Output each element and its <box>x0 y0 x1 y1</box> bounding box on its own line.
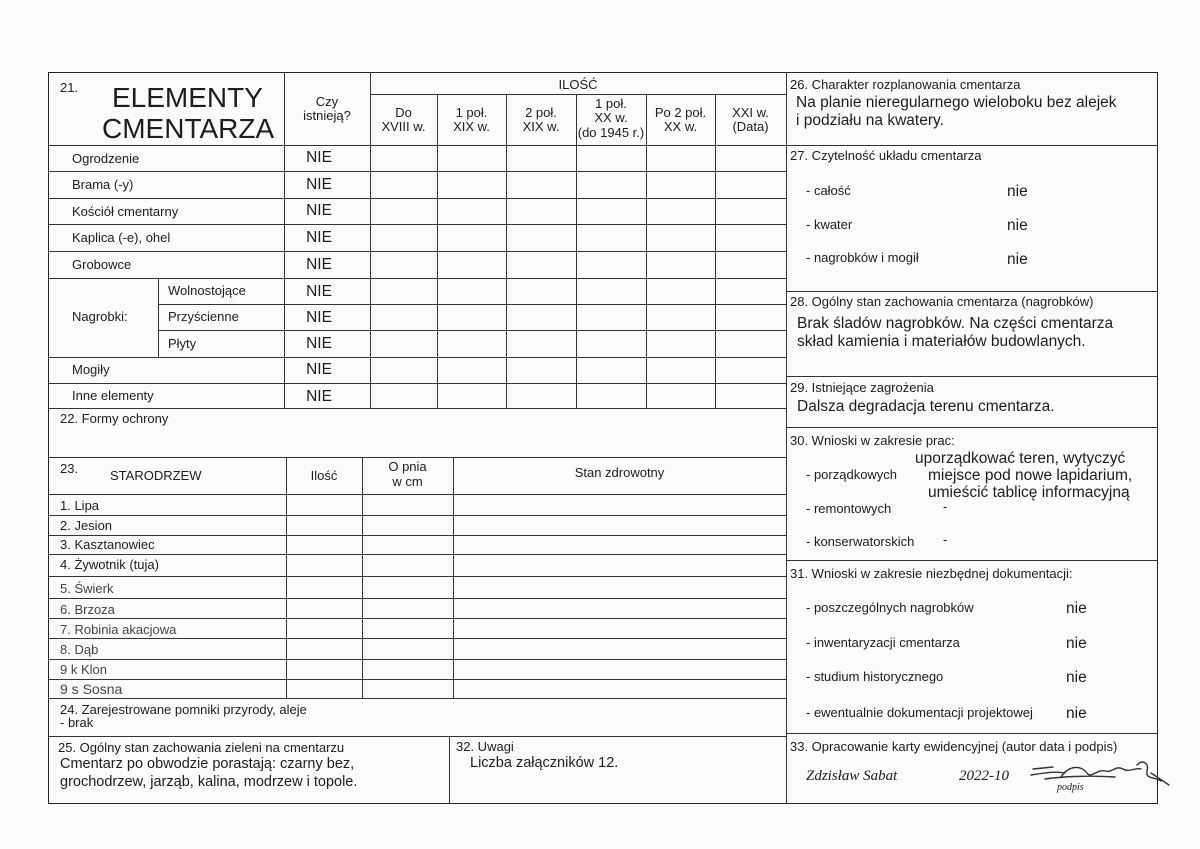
section-label: 25. Ogólny stan zachowania zieleni na cmentarzu <box>58 740 345 755</box>
section-value: i podziału na kwatery. <box>796 112 944 129</box>
row-value: NIE <box>306 335 332 352</box>
period-header: 2 poł. <box>525 105 557 120</box>
item-value: nie <box>1066 669 1087 686</box>
tree-item: 9 s Sosna <box>60 681 123 697</box>
line <box>449 736 450 804</box>
tree-item: 6. Brzoza <box>60 602 115 617</box>
signature-icon <box>1025 755 1175 795</box>
row-label: Grobowce <box>72 257 132 272</box>
line <box>48 736 786 737</box>
section-label: 31. Wnioski w zakresie niezbędnej dokumentacji: <box>790 566 1073 581</box>
row-value: NIE <box>306 283 332 300</box>
line <box>786 733 1158 734</box>
item-value: miejsce pod nowe lapidarium, <box>928 467 1133 484</box>
item-label: - inwentaryzacji cmentarza <box>806 635 960 650</box>
item-value: nie <box>1066 600 1087 617</box>
period-header: XX w. <box>663 119 698 134</box>
row-value: NIE <box>306 149 332 166</box>
line <box>48 171 786 172</box>
line <box>48 198 786 199</box>
section-value: Brak śladów nagrobków. Na części cmentarza <box>797 315 1114 332</box>
period-header: Po 2 poł. <box>654 105 707 120</box>
period-header: (Data) <box>732 119 769 134</box>
line <box>48 659 786 660</box>
line <box>158 278 159 357</box>
period-header: (do 1945 r.) <box>577 125 645 140</box>
line <box>158 304 786 305</box>
section-value: skład kamienia i materiałów budowlanych. <box>797 333 1086 350</box>
line <box>715 94 716 408</box>
item-value: nie <box>1066 635 1087 652</box>
column-header: Ilość <box>310 468 338 483</box>
row-label: Płyty <box>168 336 197 351</box>
section-number: 21. <box>60 80 79 95</box>
period-header: 1 poł. <box>595 96 627 111</box>
tree-item: 3. Kasztanowiec <box>60 537 155 552</box>
item-value: uporządkować teren, wytyczyć <box>915 450 1126 467</box>
item-value: nie <box>1007 183 1028 200</box>
line <box>48 494 786 495</box>
row-value: NIE <box>306 361 332 378</box>
line <box>437 94 438 408</box>
item-label: - konserwatorskich <box>806 534 915 549</box>
section-value: - brak <box>60 715 94 730</box>
line <box>48 145 786 146</box>
period-header: Do <box>395 105 412 120</box>
line <box>48 408 786 409</box>
section-label: 27. Czytelność układu cmentarza <box>790 148 982 163</box>
tree-item: 2. Jesion <box>60 518 113 533</box>
section-value: Dalsza degradacja terenu cmentarza. <box>797 398 1055 415</box>
row-label: Kościół cmentarny <box>72 204 179 219</box>
item-value: nie <box>1007 251 1028 268</box>
line <box>48 638 786 639</box>
column-header: w cm <box>392 474 423 489</box>
section-label: 33. Opracowanie karty ewidencyjnej (autor data i podpis) <box>790 739 1118 754</box>
line <box>506 94 507 408</box>
section-label: 28. Ogólny stan zachowania cmentarza (nagrobków) <box>790 294 1094 309</box>
section-title: STARODRZEW <box>110 468 202 483</box>
section-label: 22. Formy ochrony <box>60 411 169 426</box>
line <box>48 679 786 680</box>
item-label: - kwater <box>806 217 853 232</box>
line <box>48 576 786 577</box>
line <box>48 515 786 516</box>
form-frame <box>48 72 1158 804</box>
column-header: istnieją? <box>303 108 351 123</box>
line <box>48 251 786 252</box>
item-label: - poszczególnych nagrobków <box>806 600 974 615</box>
row-label: Mogiły <box>72 362 110 377</box>
line <box>48 598 786 599</box>
period-header: XXI w. <box>732 105 769 120</box>
section-label: 26. Charakter rozplanowania cmentarza <box>790 77 1021 92</box>
row-label: Brama (-y) <box>72 177 134 192</box>
section-label: 30. Wnioski w zakresie prac: <box>790 433 955 448</box>
item-label: - ewentualnie dokumentacji projektowej <box>806 705 1033 720</box>
line <box>48 383 786 384</box>
column-header: ILOŚĆ <box>558 77 598 92</box>
row-value: NIE <box>306 176 332 193</box>
nagrobki-label: Nagrobki: <box>72 309 128 324</box>
section-title: CMENTARZA <box>102 113 275 144</box>
row-value: NIE <box>306 309 332 326</box>
section-value: Cmentarz po obwodzie porastają: czarny bez, <box>60 756 355 772</box>
item-label: - studium historycznego <box>806 669 944 684</box>
item-value: umieścić tablicę informacyjną <box>928 484 1130 501</box>
period-header: XVIII w. <box>381 119 426 134</box>
line <box>786 291 1158 292</box>
line <box>786 427 1158 428</box>
section-value: grochodrzew, jarząb, kalina, modrzew i topole. <box>60 774 358 790</box>
row-label: Wolnostojące <box>168 283 246 298</box>
line <box>786 145 1158 146</box>
section-value: Liczba załączników 12. <box>470 755 619 771</box>
row-label: Przyścienne <box>168 309 239 324</box>
line <box>48 457 786 458</box>
item-value: - <box>943 499 948 514</box>
column-header: Czy <box>315 94 339 109</box>
line <box>158 330 786 331</box>
row-value: NIE <box>306 229 332 246</box>
tree-item: 4. Żywotnik (tuja) <box>60 557 159 572</box>
line <box>786 560 1158 561</box>
podpis-label: podpis <box>1057 782 1084 793</box>
row-label: Inne elementy <box>72 388 154 403</box>
tree-item: 5. Świerk <box>60 581 114 596</box>
row-label: Kaplica (-e), ohel <box>72 230 171 245</box>
period-header: XIX w. <box>453 119 490 134</box>
section-label: 32. Uwagi <box>456 739 514 754</box>
line <box>48 357 786 358</box>
line <box>48 618 786 619</box>
item-value: nie <box>1007 217 1028 234</box>
section-label: 29. Istniejące zagrożenia <box>790 380 934 395</box>
item-label: - całość <box>806 183 851 198</box>
period-header: 1 poł. <box>455 105 488 120</box>
section-label: 24. Zarejestrowane pomniki przyrody, aleje <box>60 702 307 717</box>
tree-item: 9 k Klon <box>60 662 107 677</box>
line <box>286 457 287 698</box>
main-divider <box>786 72 787 804</box>
line <box>576 94 577 408</box>
tree-item: 8. Dąb <box>60 642 99 657</box>
row-label: Ogrodzenie <box>72 151 140 166</box>
author-name: Zdzisław Sabat <box>806 768 898 784</box>
section-title: ELEMENTY <box>112 82 263 113</box>
line <box>48 535 786 536</box>
column-header: Stan zdrowotny <box>574 465 665 480</box>
line <box>370 94 786 95</box>
line <box>646 94 647 408</box>
row-value: NIE <box>306 256 332 273</box>
line <box>48 698 786 699</box>
line <box>786 376 1158 377</box>
line <box>48 554 786 555</box>
period-header: XX w. <box>594 110 628 125</box>
item-value: nie <box>1066 705 1087 722</box>
row-value: NIE <box>306 388 332 405</box>
column-header: O pnia <box>388 459 427 474</box>
section-number: 23. <box>60 461 79 476</box>
item-label: - porządkowych <box>806 467 898 482</box>
tree-item: 1. Lipa <box>60 498 100 513</box>
line <box>362 457 363 698</box>
line <box>453 457 454 698</box>
row-value: NIE <box>306 202 332 219</box>
tree-item: 7. Robinia akacjowa <box>60 622 177 637</box>
item-label: - remontowych <box>806 501 892 516</box>
item-value: - <box>943 532 948 547</box>
item-label: - nagrobków i mogił <box>806 250 919 265</box>
line <box>48 224 786 225</box>
period-header: XIX w. <box>522 119 560 134</box>
author-date: 2022-10 <box>959 768 1009 784</box>
section-value: Na planie nieregularnego wieloboku bez alejek <box>796 94 1117 111</box>
